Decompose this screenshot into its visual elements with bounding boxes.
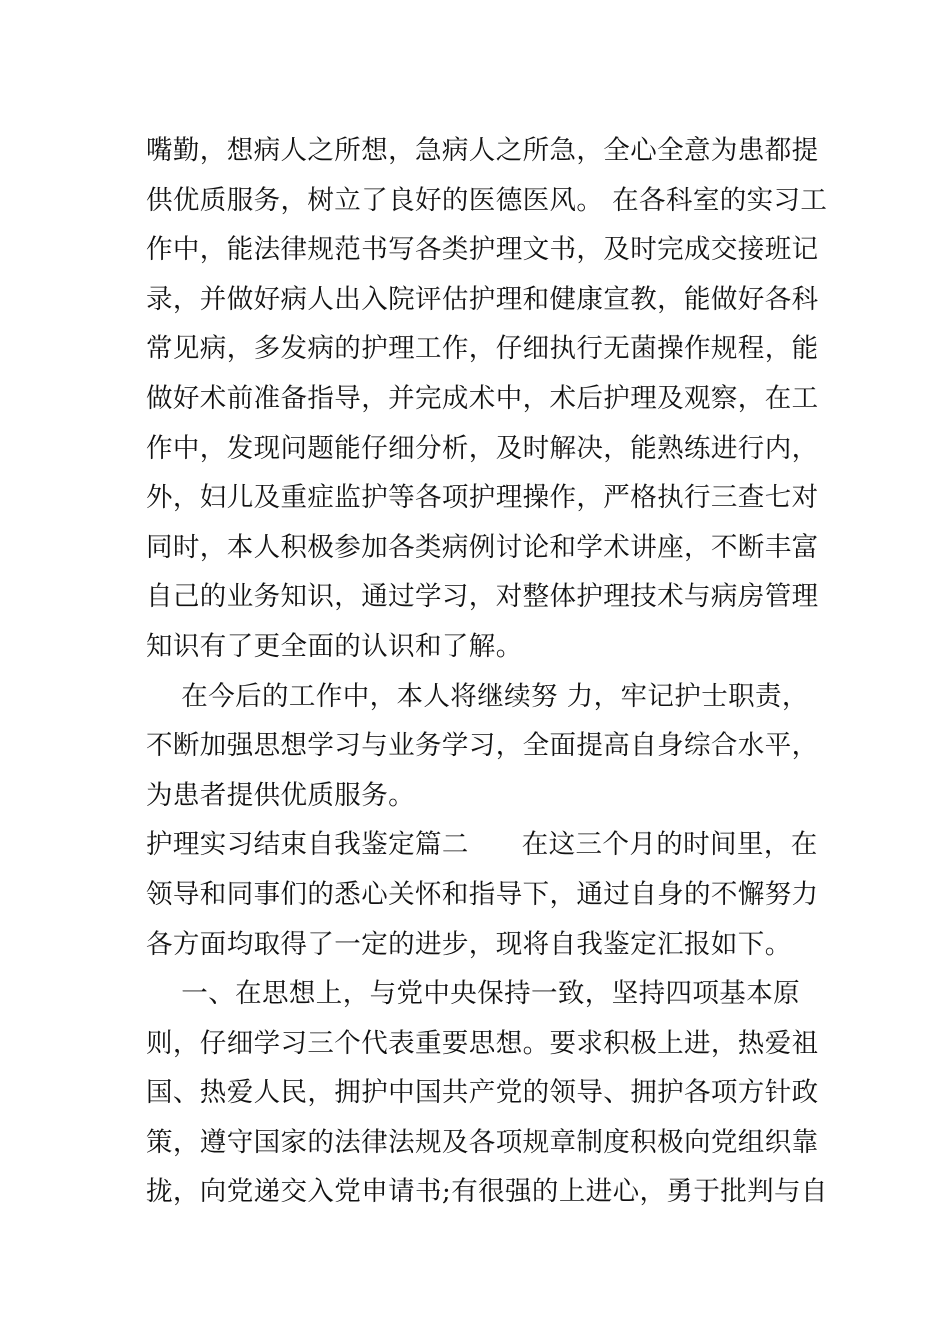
text-line: 做好术前准备指导，并完成术中，术后护理及观察，在工 xyxy=(146,382,819,414)
text-line: 策，遵守国家的法律法规及各项规章制度积极向党组织靠 xyxy=(146,1126,819,1158)
text-line: 作中，能法律规范书写各类护理文书，及时完成交接班记 xyxy=(146,234,819,266)
text-line: 自己的业务知识，通过学习，对整体护理技术与病房管理 xyxy=(146,581,819,613)
text-line: 各方面均取得了一定的进步，现将自我鉴定汇报如下。 xyxy=(146,928,792,960)
text-line: 知识有了更全面的认识和了解。 xyxy=(146,630,523,662)
text-line: 领导和同事们的悉心关怀和指导下，通过自身的不懈努力 xyxy=(146,878,819,910)
text-line: 同时，本人积极参加各类病例讨论和学术讲座，不断丰富 xyxy=(146,531,819,563)
text-line: 为患者提供优质服务。 xyxy=(146,779,415,811)
text-line: 嘴勤，想病人之所想，急病人之所急，全心全意为患都提 xyxy=(146,135,819,166)
text-line: 则，仔细学习三个代表重要思想。要求积极上进，热爱祖 xyxy=(146,1027,819,1059)
document-body xyxy=(146,126,828,1217)
text-line: 不断加强思想学习与业务学习，全面提高自身综合水平， xyxy=(146,730,819,762)
text-line: 一、在思想上，与党中央保持一致，坚持四项基本原 xyxy=(146,978,800,1010)
text-line: 供优质服务，树立了良好的医德医风。 在各科室的实习工 xyxy=(146,184,828,216)
text-line: 录，并做好病人出入院评估护理和健康宣教，能做好各科 xyxy=(146,283,819,315)
text-line: 拢，向党递交入党申请书;有很强的上进心，勇于批判与自 xyxy=(146,1176,828,1208)
text-line: 国、热爱人民，拥护中国共产党的领导、拥护各项方针政 xyxy=(146,1077,819,1109)
text-line: 作中，发现问题能仔细分析，及时解决，能熟练进行内， xyxy=(146,432,819,464)
text-line: 常见病，多发病的护理工作，仔细执行无菌操作规程，能 xyxy=(146,333,819,365)
text-line: 在今后的工作中，本人将继续努 力，牢记护士职责， xyxy=(146,680,809,712)
text-line: 外，妇儿及重症监护等各项护理操作，严格执行三查七对 xyxy=(146,482,819,514)
section-heading-line: 护理实习结束自我鉴定篇二 在这三个月的时间里，在 xyxy=(146,829,818,861)
